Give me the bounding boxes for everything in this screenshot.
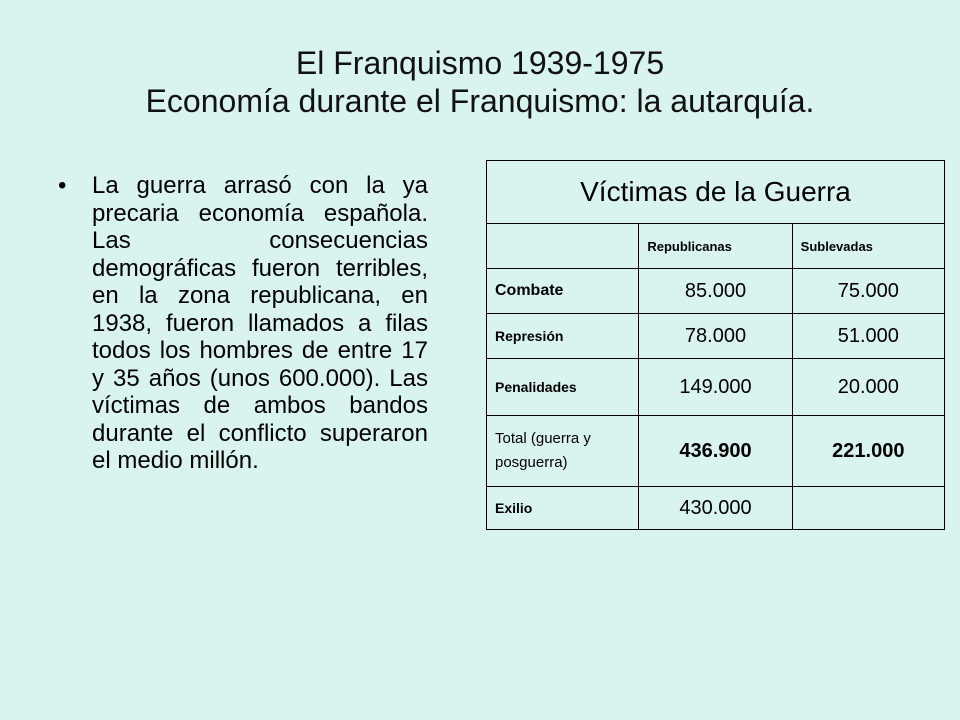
cell-sublevadas: 75.000 — [792, 269, 944, 314]
header-sublevadas: Sublevadas — [792, 224, 944, 269]
table-row — [487, 487, 945, 530]
row-label: Represión — [487, 314, 639, 359]
cell-republicanas: 149.000 — [639, 359, 792, 416]
cell-sublevadas — [792, 487, 944, 530]
bullet-icon: • — [58, 172, 67, 199]
row-label: Exilio — [487, 487, 639, 530]
slide-title-line2: Economía durante el Franquismo: la autarquía. — [145, 83, 815, 119]
slide-title-line1: El Franquismo 1939-1975 — [295, 45, 665, 81]
bullet-text: La guerra arrasó con la ya precaria economía española. Las consecuencias demográficas fueron terribles, en la zona republicana, en 1938, fueron llamados a filas todos los hombres de entre 17 y 35 años (unos 600.000). Las víctimas de ambos bandos durante el conflicto superaron el medio millón. — [92, 172, 428, 474]
cell-republicanas: 78.000 — [639, 314, 792, 359]
header-empty — [487, 224, 639, 269]
row-label: Penalidades — [487, 359, 639, 416]
table-row — [487, 416, 945, 487]
cell-republicanas: 430.000 — [639, 487, 792, 530]
table-row — [487, 269, 945, 314]
table-row — [487, 359, 945, 416]
table-row — [487, 314, 945, 359]
cell-republicanas: 436.900 — [639, 416, 792, 487]
row-label: Total (guerra y posguerra) — [487, 416, 639, 487]
table-caption: Víctimas de la Guerra — [487, 161, 945, 224]
cell-sublevadas: 221.000 — [792, 416, 944, 487]
row-label: Combate — [487, 269, 639, 314]
cell-republicanas: 85.000 — [639, 269, 792, 314]
slide-title — [0, 44, 960, 120]
header-republicanas: Republicanas — [639, 224, 792, 269]
cell-sublevadas: 51.000 — [792, 314, 944, 359]
cell-sublevadas: 20.000 — [792, 359, 944, 416]
victims-table — [486, 160, 945, 530]
